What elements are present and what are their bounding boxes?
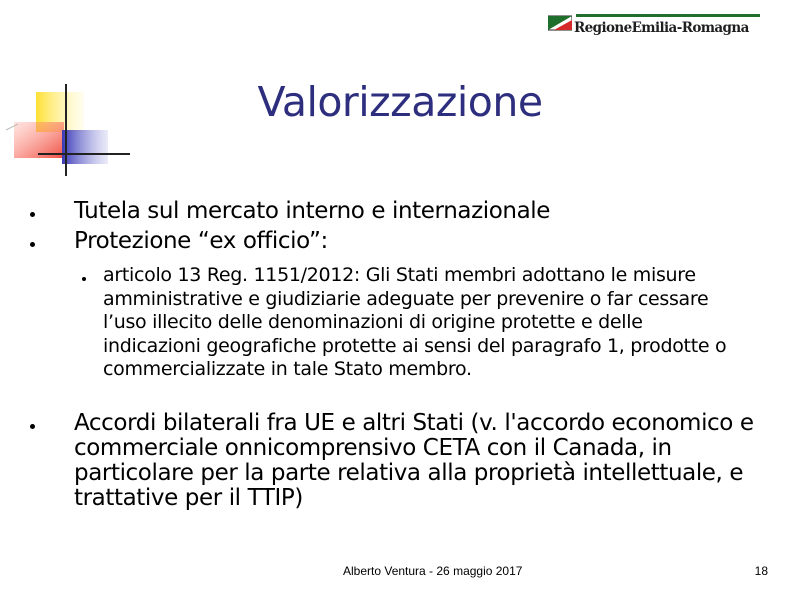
decorative-corner-graphic: [0, 82, 130, 192]
bullet-item: Protezione “ex officio”:: [74, 228, 328, 254]
bullet-item: Tutela sul mercato interno e internazionale: [74, 198, 551, 224]
bullet-marker: [30, 424, 35, 429]
bullet-item: Accordi bilaterali fra UE e altri Stati (v. l'accordo economico e commerciale onnicomprensivo CETA con il Canada, in particolare per la parte relativa alla proprietà intellettuale, e trattative per il TTIP): [74, 410, 754, 511]
page-number: 18: [754, 564, 768, 578]
bullet-marker: [30, 242, 35, 247]
sub-bullet-item: articolo 13 Reg. 1151/2012: Gli Stati membri adottano le misure amministrative e giudiziarie adeguate per prevenire o far cessare l’uso illecito delle denominazioni di origine protette e delle indicazioni geografiche protette ai sensi del paragrafo 1, prodotte o commercializzate in tale Stato membro.: [103, 264, 727, 380]
slide-title: Valorizzazione: [257, 78, 543, 126]
footer-author-date: Alberto Ventura - 26 maggio 2017: [343, 564, 523, 578]
logo-bar: [576, 14, 760, 17]
logo-text: RegioneEmilia-Romagna: [574, 20, 749, 36]
sub-bullet-marker: [82, 277, 86, 281]
regione-emilia-romagna-logo: [548, 12, 760, 38]
flag-icon: [548, 14, 572, 32]
bullet-marker: [30, 212, 35, 217]
